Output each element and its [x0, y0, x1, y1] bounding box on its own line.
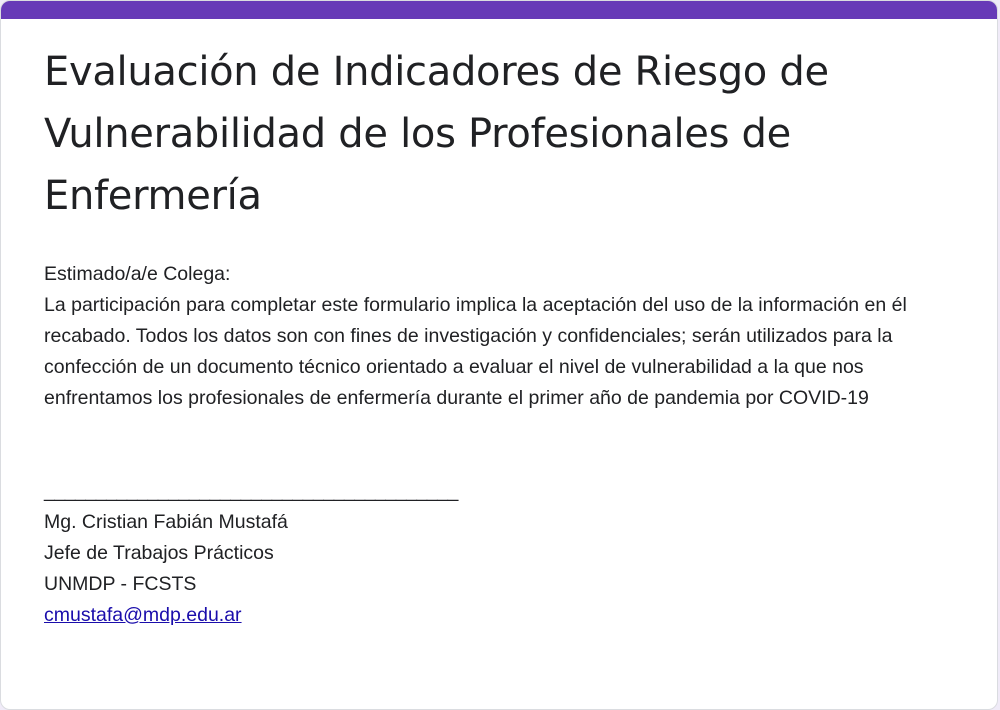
form-header-content: [1, 19, 997, 631]
signature-separator: ________________________________________: [44, 480, 458, 502]
form-description: [44, 259, 957, 631]
form-title: Evaluación de Indicadores de Riesgo de Vulnerabilidad de los Profesionales de Enfermería: [44, 49, 829, 219]
signature-position: Jefe de Trabajos Prácticos: [44, 542, 274, 564]
signature-name: Mg. Cristian Fabián Mustafá: [44, 511, 288, 533]
description-spacer: [44, 414, 957, 476]
signature-email-link[interactable]: cmustafa@mdp.edu.ar: [44, 604, 242, 626]
signature-institution: UNMDP - FCSTS: [44, 573, 197, 595]
form-accent-bar: [1, 1, 997, 19]
description-greeting: Estimado/a/e Colega:: [44, 263, 231, 285]
description-body: La participación para completar este formulario implica la aceptación del uso de la información en él recabado. Todos los datos son con fines de investigación y confidenciales; serán utilizados para la confección de un documento técnico orientado a evaluar el nivel de vulnerabilidad a la que nos enfrentamos los profesionales de enfermería durante el primer año de pandemia por COVID-19: [44, 294, 907, 409]
